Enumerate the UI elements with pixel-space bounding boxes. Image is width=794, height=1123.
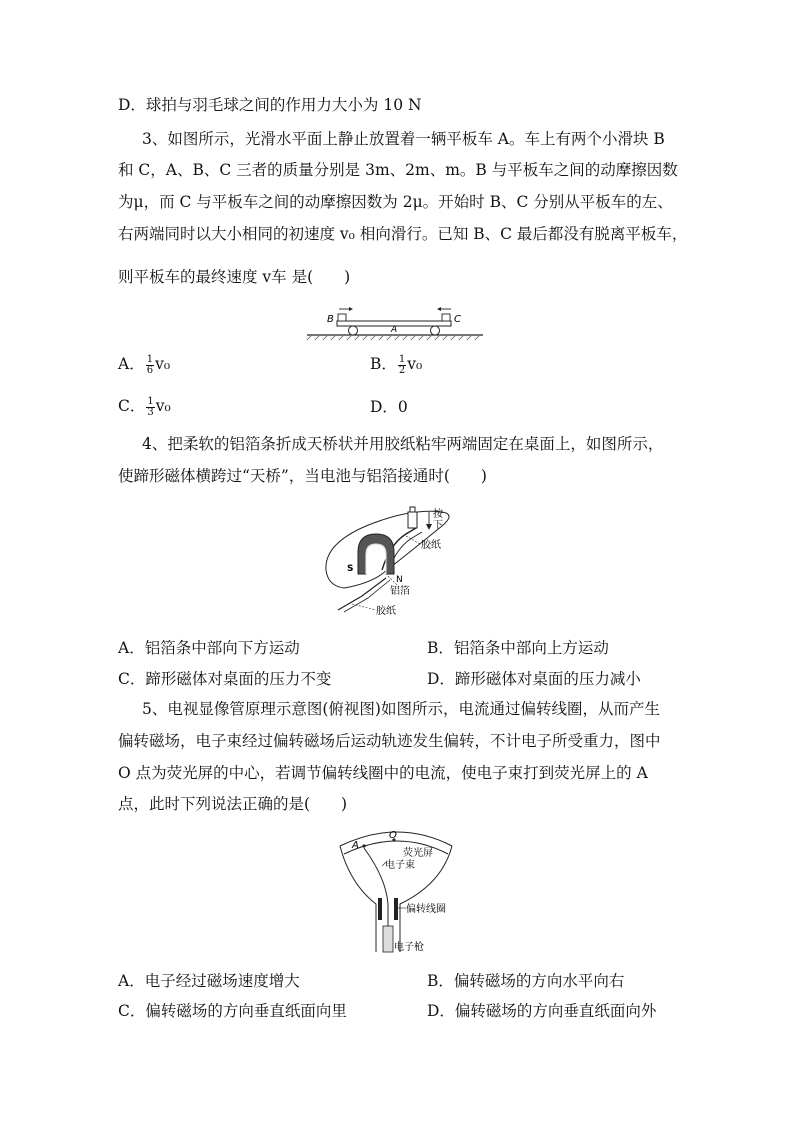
cart-wheel-right bbox=[431, 326, 440, 335]
label-a: A bbox=[352, 840, 359, 851]
deflection-coil-left bbox=[378, 898, 382, 920]
label-tape-bottom: 胶纸 bbox=[376, 606, 396, 617]
label-o: O bbox=[389, 830, 397, 841]
deflection-coil-right bbox=[394, 898, 398, 920]
q3-line-4: 右两端同时以大小相同的初速度 v₀ 相向滑行。已知 B、C 最后都没有脱离平板车， bbox=[118, 225, 688, 243]
cart-wheel-left bbox=[349, 326, 358, 335]
label-b: B bbox=[327, 314, 334, 325]
label-c: C bbox=[454, 314, 461, 325]
q2-option-d: D．球拍与羽毛球之间的作用力大小为 10 N bbox=[118, 96, 422, 114]
q5-line-3: O 点为荧光屏的中心，若调节偏转线圈中的电流，使电子束打到荧光屏上的 A bbox=[118, 764, 648, 782]
label-coil: 偏转线圈 bbox=[406, 904, 446, 915]
q3-line-1: 3、如图所示，光滑水平面上静止放置着一辆平板车 A。车上有两个小滑块 B bbox=[142, 130, 665, 148]
q3-figure-cart bbox=[305, 303, 485, 341]
q4-option-c: C．蹄形磁体对桌面的压力不变 bbox=[118, 670, 332, 688]
fraction: $\frac{1}{6}$ bbox=[146, 353, 154, 376]
point-a bbox=[362, 844, 365, 847]
q3-option-d: D．0 bbox=[370, 398, 408, 416]
q5-option-c: C．偏转磁场的方向垂直纸面向里 bbox=[118, 1002, 347, 1020]
battery bbox=[408, 507, 417, 528]
label-down: 下 bbox=[433, 520, 443, 531]
electron-gun bbox=[383, 926, 393, 952]
q3-option-c: C． $\frac{1}{3}$ v₀ bbox=[118, 395, 171, 418]
block-b bbox=[338, 314, 346, 321]
q5-line-4: 点，此时下列说法正确的是( ) bbox=[118, 795, 348, 813]
q4-option-a: A．铝箔条中部向下方运动 bbox=[118, 639, 300, 657]
q5-option-a: A．电子经过磁场速度增大 bbox=[118, 972, 300, 990]
label-tape-top: 胶纸 bbox=[421, 540, 441, 551]
q5-line-1: 5、电视显像管原理示意图(俯视图)如图所示，电流通过偏转线圈，从而产生 bbox=[142, 700, 660, 718]
horseshoe-magnet bbox=[358, 534, 394, 574]
q5-option-b: B．偏转磁场的方向水平向右 bbox=[427, 972, 625, 990]
label-n: N bbox=[396, 575, 403, 585]
q3-line-2: 和 C，A、B、C 三者的质量分别是 3m、2m、m。B 与平板车之间的动摩擦因数 bbox=[118, 161, 678, 179]
q3-option-a: A． $\frac{1}{6}$ v₀ bbox=[118, 353, 171, 376]
label-foil: 铝箔 bbox=[390, 586, 410, 597]
label-a: A bbox=[391, 325, 398, 335]
label-beam: 电子束 bbox=[385, 860, 415, 871]
q5-option-d: D．偏转磁场的方向垂直纸面向外 bbox=[427, 1002, 657, 1020]
q4-option-b: B．铝箔条中部向上方运动 bbox=[427, 639, 609, 657]
label-screen: 荧光屏 bbox=[403, 848, 433, 859]
q4-option-d: D．蹄形磁体对桌面的压力减小 bbox=[427, 670, 641, 688]
tube-left-wall bbox=[340, 846, 376, 952]
q4-line-1: 4、把柔软的铝箔条折成天桥状并用胶纸粘牢两端固定在桌面上，如图所示， bbox=[142, 435, 664, 453]
q4-figure-foil-bridge bbox=[318, 500, 478, 622]
fraction: $\frac{1}{3}$ bbox=[147, 395, 154, 418]
q4-line-2: 使蹄形磁体横跨过“天桥”，当电池与铝箔接通时( ) bbox=[118, 467, 487, 485]
q3-line-5: 则平板车的最终速度 v车 是( ) bbox=[118, 268, 351, 286]
label-s: S bbox=[347, 564, 354, 574]
q3-line-3: 为μ，而 C 与平板车之间的动摩擦因数为 2μ。开始时 B、C 分别从平板车的左、 bbox=[118, 193, 673, 211]
block-c bbox=[442, 314, 450, 321]
fraction: $\frac{1}{2}$ bbox=[398, 353, 406, 376]
q3-option-b: B． $\frac{1}{2}$ v₀ bbox=[370, 353, 423, 376]
q5-figure-crt bbox=[330, 822, 460, 954]
q5-line-2: 偏转磁场，电子束经过偏转磁场后运动轨迹发生偏转，不计电子所受重力，图中 bbox=[118, 732, 661, 750]
label-gun: 电子枪 bbox=[394, 942, 424, 953]
label-press: 按 bbox=[433, 509, 443, 520]
